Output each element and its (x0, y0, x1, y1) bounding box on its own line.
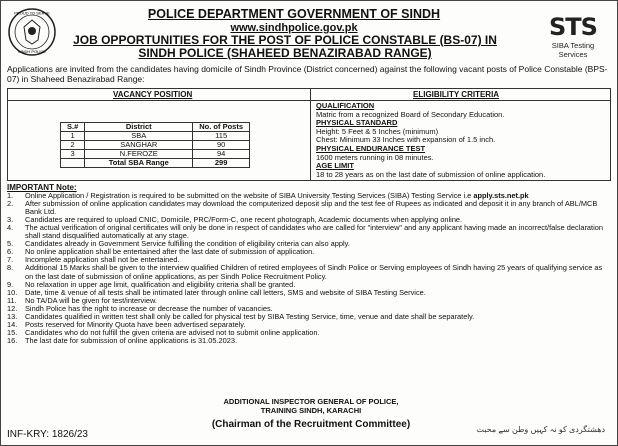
note-number: 7. (7, 255, 14, 265)
note-number: 15. (7, 327, 18, 337)
note-number: 8. (7, 263, 14, 273)
note-item (7, 200, 611, 216)
job-title-line2: SINDH POLICE (SHAHEED BENAZIRABAD RANGE) (138, 46, 432, 60)
note-number: 9. (7, 279, 14, 289)
table-row: 1 SBA 115 (61, 132, 250, 141)
total-value: 299 (193, 159, 250, 168)
note-text: Candidates already in Government Service fulfilling the condition of eligibility criteria can also apply. (25, 239, 350, 249)
note-text: Online Application / Registration is required to be submitted on the website of SIBA University Testing Services (SIBA) Testing Service i.e apply.sts.net.pk (25, 191, 529, 201)
height-text: Height: 5 Feet & 5 Inches (minimum) (316, 126, 439, 136)
note-number: 5. (7, 239, 14, 249)
note-number: 16. (7, 335, 18, 345)
signatory-office: TRAINING SINDH, KARACHI (260, 406, 362, 415)
note-text: Posts reserved for Minority Quota have been advertised separately. (25, 319, 246, 329)
table-row: 2 SANGHAR 90 (61, 141, 250, 150)
vacancy-position-heading: VACANCY POSITION (113, 90, 193, 99)
age-limit-text: 18 to 28 years as on the last date of submission of online application. (316, 169, 546, 179)
apply-link[interactable]: apply.sts.net.pk (473, 191, 529, 201)
note-text: Sindh Police has the right to increase or decrease the number of vacancies. (25, 303, 273, 313)
vacancy-table (60, 122, 250, 168)
criteria-list (316, 102, 606, 179)
eligibility-criteria-heading: ELIGIBILITY CRITERIA (413, 90, 500, 99)
note-text: No TA/DA will be given for test/interview. (25, 295, 157, 305)
note-text: No relaxation in upper age limit, qualification and eligibility criteria shall be granted. (25, 279, 296, 289)
col-posts: No. of Posts (193, 123, 250, 132)
notes-list (7, 192, 611, 345)
job-title (37, 34, 533, 60)
note-text: Candidates are required to upload CNIC, Domicile, PRC/Form-C, one recent photograph, Academic documents when applying online. (25, 215, 463, 225)
note-number: 3. (7, 215, 14, 225)
note-number: 11. (7, 295, 17, 305)
total-row (61, 159, 250, 168)
col-district: District (85, 123, 193, 132)
note-number: 10. (7, 287, 18, 297)
note-text: Incomplete application shall not be entertained. (25, 255, 180, 265)
note-text: After submission of online application candidates may download the computerized deposit slip and the test fee of Rupees as indicated and deposit it in any branch of ABL/MCB Bank Ltd. (25, 199, 598, 217)
note-item (7, 264, 611, 280)
note-item (7, 224, 611, 240)
inf-number: INF-KRY: 1826/23 (7, 429, 88, 440)
note-number: 14. (7, 319, 18, 329)
note-text: The last date for submission of online applications is 31.05.2023. (25, 335, 237, 345)
note-item (7, 337, 611, 345)
table-row: 3 N.FEROZE 94 (61, 150, 250, 159)
vacancy-criteria-box (7, 88, 611, 181)
job-title-line1: JOB OPPORTUNITIES FOR THE POST OF POLICE CONSTABLE (BS-07) IN (73, 33, 497, 47)
qualification-title: QUALIFICATION (316, 101, 375, 110)
sts-subtitle: SIBA Testing Services (551, 41, 595, 59)
signatory-title: ADDITIONAL INSPECTOR GENERAL OF POLICE, (223, 397, 399, 406)
intro-paragraph: Applications are invited from the candidates having domicile of Sindh Province (District concerned) against the following vacant posts of Police Constable (BPS-07) in Shaheed Benazirabad Range: (7, 64, 608, 84)
total-label: Total SBA Range (85, 159, 193, 168)
signatory-role: (Chairman of the Recruitment Committee) (211, 419, 411, 430)
note-text: Date, time & venue of all tests shall be intimated later through online call letters, SMS and website of SIBA Testing Service. (25, 287, 426, 297)
note-text: Additional 15 Marks shall be given to the interview qualified Children of retired employees of Sindh Police or Serving employees of Sindh having 25 years of qualifying service as on the last date of submission of online applications, as per Sindh Police Recruitment Policy. (25, 263, 603, 281)
note-text: No online application shall be entertained after the last date of submission of application. (25, 247, 315, 257)
qualification-text: Matric from a recognized Board of Secondary Education. (316, 109, 505, 119)
col-sno: S.# (61, 123, 85, 132)
important-notes (7, 184, 611, 345)
endurance-text: 1600 meters running in 08 minutes. (316, 152, 434, 162)
note-text: Candidates qualified in written test shall only be called for physical test by SIBA Testing Service, time, venue and date shall be separately. (25, 311, 475, 321)
urdu-slogan: دھشتگردی کو نہ کہیں وطن سے محبت (476, 425, 605, 434)
logo-bottom-text: SINDH POLICE (17, 49, 47, 54)
note-number: 12. (7, 303, 18, 313)
note-number: 6. (7, 247, 14, 257)
note-text: Candidates who do not fulfill the given criteria are advised not to submit online application. (25, 327, 320, 337)
endurance-title: PHYSICAL ENDURANCE TEST (316, 143, 426, 153)
logo-top-text: PROUD TO SERVE (14, 10, 50, 16)
sts-logo (537, 13, 609, 61)
note-number: 13. (7, 311, 18, 321)
notes-title: IMPORTANT Note: (7, 183, 77, 192)
age-limit-title: AGE LIMIT (316, 161, 354, 171)
note-number: 2. (7, 199, 14, 209)
note-number: 4. (7, 223, 14, 233)
website-link[interactable]: www.sindhpolice.gov.pk (230, 22, 358, 34)
sts-mark: STS (549, 13, 597, 41)
physical-standard-title: PHYSICAL STANDARD (316, 118, 398, 128)
note-number: 1. (7, 191, 14, 201)
chest-text: Chest: Minimum 33 Inches with expansion of 1.5 inch. (316, 135, 496, 145)
department-heading: POLICE DEPARTMENT GOVERNMENT OF SINDH (147, 7, 441, 21)
note-text: The actual verification of original certificates will only be done in respect of candidates who are called for "interview" and any applicant having made an incorrect/false declaration shall stand disqualified automatically at any stage. (25, 223, 603, 241)
